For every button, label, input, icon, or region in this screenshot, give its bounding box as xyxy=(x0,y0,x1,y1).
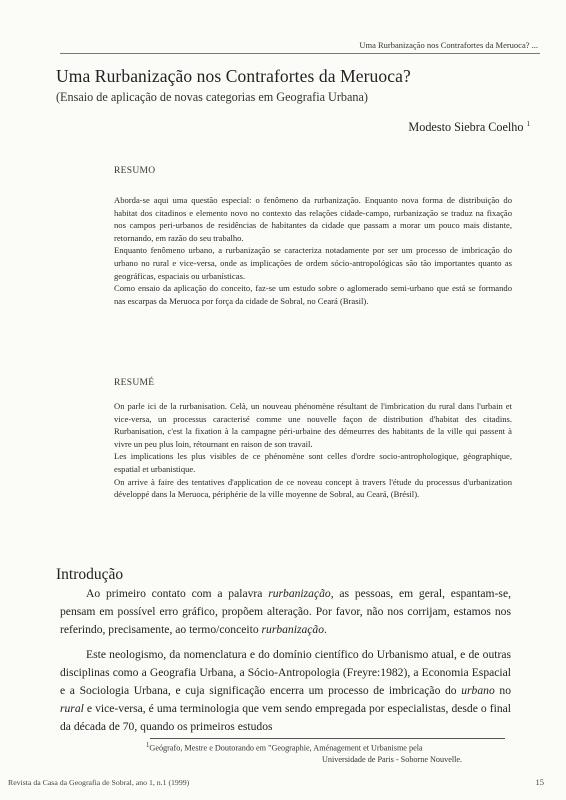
introducao-heading: Introdução xyxy=(56,566,124,583)
resumo-paragraph: Como ensaio da aplicação do conceito, faz-se um estudo sobre o aglomerado semi-urbano que está se formando nas escarpas da Meruoca por força da cidade de Sobral, no Ceará (Brasil). xyxy=(114,283,512,306)
journal-footer: Revista da Casa da Geografia de Sobral, ano 1, n.1 (1999) xyxy=(8,778,190,787)
running-header: Uma Rurbanização nos Contrafortes da Meruoca? ... xyxy=(359,40,538,50)
resume-paragraph: Les implications les plus visibles de ce phénomène sont celles d'ordre socio-antrophologique, géographique, espatial et urbanistique. xyxy=(114,451,512,474)
footnote-rule xyxy=(150,738,505,739)
resumo-abstract xyxy=(114,194,512,307)
body-text-run: e vice-versa, é uma terminologia que vem sendo empregada por especialistas, desde o final da década de 70, quando os primeiros estudos xyxy=(60,702,511,734)
resumo-paragraph: Aborda-se aqui uma questão especial: o fenômeno da rurbanização. Enquanto nova forma de distribuição do habitat dos citadinos e elemento novo no contexto das relações cidade-campo, rurbanização se traduz na fixação nos campos peri-urbanos de residências de habitantes da cidade que passam a morar um pouco mais distante, retornando, em razão do seu trabalho. xyxy=(114,195,512,243)
footnote-line-2: Universidade de Paris - Soborne Nouvelle. xyxy=(322,754,463,764)
author-name: Modesto Siebra Coelho xyxy=(408,120,524,135)
body-emphasis: urbano xyxy=(461,684,495,698)
page-number: 15 xyxy=(535,777,544,787)
body-emphasis: rurbanização xyxy=(261,623,324,637)
body-emphasis: rurbanização xyxy=(268,587,331,600)
author-line xyxy=(408,120,530,135)
resume-abstract xyxy=(114,400,512,501)
body-text-run: no xyxy=(494,684,511,698)
resumo-paragraph: Enquanto fenômeno urbano, a rurbanização se caracteriza notadamente por ser um processo de imbricação do urbano no rural e vice-versa, onde as implicações de ordem sócio-antropológicas são tão importantes quanto as geográficas, espaciais ou urbanísticas. xyxy=(114,245,512,281)
article-subtitle: (Ensaio de aplicação de novas categorias em Geografia Urbana) xyxy=(56,90,368,104)
footnote xyxy=(146,740,506,765)
body-text-run: , as pessoas, em geral, espantam-se, pensam em possível erro gráfico, propõem alteração. Por favor, não nos corrijam, estamos nos referindo, precisamente, ao termo/conceito xyxy=(60,587,511,637)
article-title: Uma Rurbanização nos Contrafortes da Meruoca? xyxy=(56,66,411,86)
resume-label: RESUMÉ xyxy=(114,378,155,388)
body-text-run: Ao primeiro contato com a palavra xyxy=(86,587,269,600)
footnote-mark: 1 xyxy=(146,742,150,749)
resume-paragraph: On parle ici de la rurbanisation. Celà, un nouveau phénomène résultant de l'imbrication du rural dans l'urbain et vice-versa, un processus caracterisé comme une nouvelle façon de distribution d'habitat des citadins. Rurbanisation, c'est la fixation à la campagne péri-urbaine des démeurres des habitants de la ville qui passent à vivre un peu plus loin, rétournant en raison de son travail. xyxy=(114,401,512,449)
author-footnote-mark: 1 xyxy=(526,120,530,128)
body-emphasis: rural xyxy=(60,702,84,716)
introducao-body xyxy=(60,585,511,743)
resume-paragraph: On arrive à faire des tentatives d'application de ce noveau concept à travers l'étude du processus d'urbanization développé dans la Meruoca, périphérie de la ville moyenne de Sobral, au Ceará, (Brésil). xyxy=(114,476,512,500)
resumo-label: RESUMO xyxy=(114,166,156,176)
body-paragraph xyxy=(60,585,511,640)
header-rule xyxy=(60,53,540,54)
body-paragraph xyxy=(60,646,511,737)
body-text-run: . xyxy=(324,623,327,637)
footnote-line-1: Geógrafo, Mestre e Doutorando em "Geographie, Aménagement et Urbanisme pela xyxy=(149,743,423,753)
body-text-run: Este neologismo, da nomenclatura e do domínio científico do Urbanismo atual, e de outras disciplinas como a Geografia Urbana, a Sócio-Antropologia (Freyre:1982), a Economia Espacial e a Sociologia Urbana, e cuja significação encerra um processo de imbricação do xyxy=(60,647,511,698)
